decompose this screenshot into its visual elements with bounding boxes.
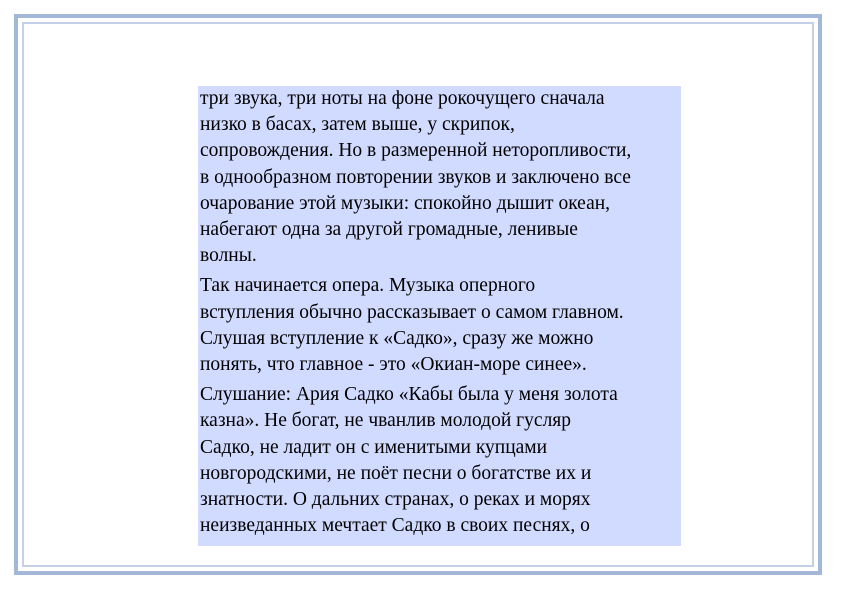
slide-text-box [198,86,681,546]
paragraph-opera-start: Так начинается опера. Музыка оперного вступления обычно рассказывает о самом главном. Слушая вступление к «Садко», сразу же можно понять, что главное - это «Окиан-море синее». [200,275,624,376]
paragraph-aria-listening: Слушание: Ария Садко «Кабы была у меня золота казна». Не богат, не чванлив молодой гусляр Садко, не ладит он с именитыми купцами новгородскими, не поёт песни о богатстве их и знатности. О дальних странах, о реках и морях неизведанных мечтает Садко в своих песнях, о [200,384,618,537]
paragraph-ocean-intro: три звука, три ноты на фоне рокочущего сначала низко в басах, затем выше, у скрипок, сопровождения. Но в размеренной неторопливости, в однообразном повторении звуков и заключено все очарование этой музыки: спокойно дышит океан, набегают одна за другой громадные, ленивые волны. [200,88,632,267]
